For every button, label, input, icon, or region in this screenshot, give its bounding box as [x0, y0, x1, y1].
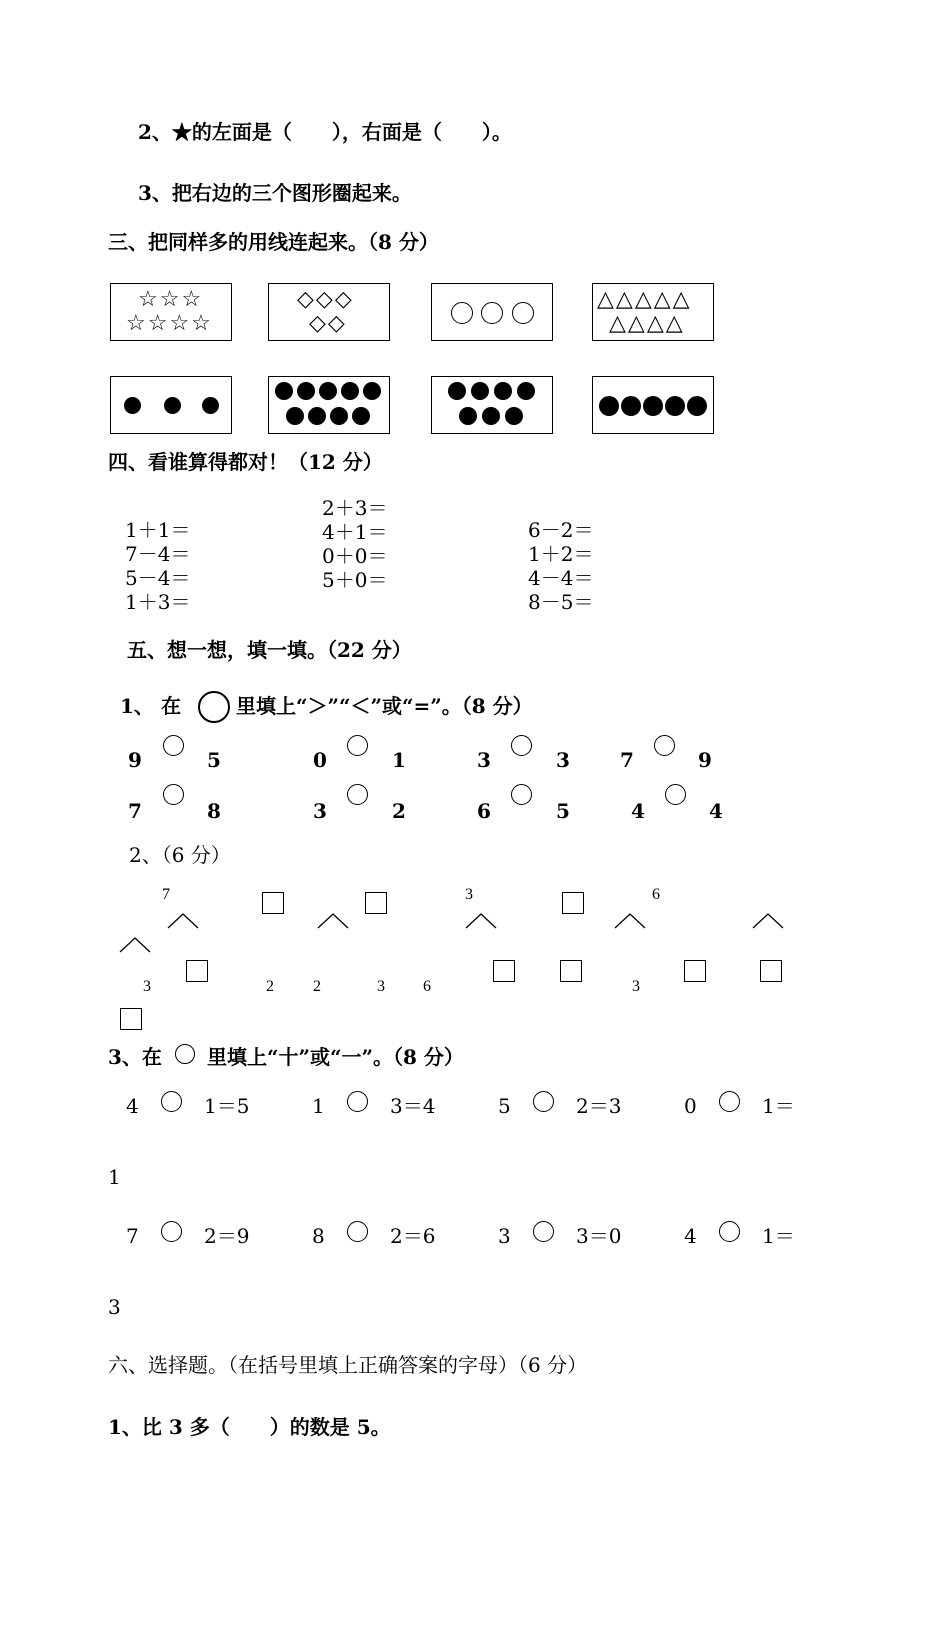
triangles-row-1: △△△△△ — [597, 287, 692, 312]
answer-circle[interactable] — [533, 1091, 554, 1112]
equation-rest: 3＝0 — [576, 1224, 622, 1248]
answer-circle[interactable] — [163, 784, 184, 805]
answer-circle[interactable] — [347, 1091, 368, 1112]
compare-left: 6 — [477, 799, 491, 823]
section-5-title: 五、想一想，填一填。（22 分） — [127, 638, 412, 662]
triangles-row-2: △△△△ — [609, 311, 685, 336]
operand: 1 — [312, 1094, 325, 1118]
tree-bottom-number: 2 — [266, 978, 274, 995]
branch-icon — [120, 938, 150, 952]
compare-left: 7 — [620, 748, 634, 772]
answer-circle[interactable] — [347, 784, 368, 805]
operand: 7 — [126, 1224, 139, 1248]
answer-circle[interactable] — [163, 735, 184, 756]
equation: 4－4＝ — [528, 566, 594, 590]
compare-left: 0 — [313, 748, 327, 772]
equation: 2＋3＝ — [322, 496, 388, 520]
answer-circle[interactable] — [719, 1091, 740, 1112]
equation: 7－4＝ — [125, 542, 191, 566]
operand: 3 — [498, 1224, 511, 1248]
section-4-title: 四、看谁算得都对！（12 分） — [108, 450, 383, 474]
section-3-title: 三、把同样多的用线连起来。（8 分） — [108, 230, 439, 254]
q3-instruction: 里填上“十”或“一”。（8 分） — [207, 1045, 464, 1069]
tree-bottom-number: 3 — [632, 978, 640, 995]
solid-dot — [164, 397, 181, 414]
stars-row-1: ☆☆☆ — [138, 287, 204, 312]
q1-prefix: 在 — [161, 694, 181, 718]
circle-icon — [175, 1044, 195, 1064]
operand: 4 — [126, 1094, 139, 1118]
compare-left: 9 — [128, 748, 142, 772]
box-dots-7 — [431, 376, 553, 434]
solid-dot — [308, 407, 326, 425]
question-6-1: 1、比 3 多（ ）的数是 5。 — [108, 1415, 391, 1439]
tree-top-number: 6 — [652, 886, 660, 903]
equation: 1＋1＝ — [125, 518, 191, 542]
compare-right: 2 — [392, 799, 406, 823]
answer-circle[interactable] — [347, 1221, 368, 1242]
compare-right: 8 — [207, 799, 221, 823]
solid-dot — [363, 382, 381, 400]
tree-bottom-number: 3 — [143, 978, 151, 995]
box-triangles — [592, 283, 714, 341]
solid-dot — [448, 382, 466, 400]
hollow-circle — [481, 302, 503, 324]
compare-right: 3 — [556, 748, 570, 772]
tree-bottom-number: 3 — [377, 978, 385, 995]
box-circles — [431, 283, 553, 341]
operand: 0 — [684, 1094, 697, 1118]
section-6-title: 六、选择题。（在括号里填上正确答案的字母）（6 分） — [108, 1353, 588, 1377]
answer-circle[interactable] — [511, 735, 532, 756]
wrapped-result: 1 — [108, 1165, 121, 1189]
q1-number: 1、 — [120, 694, 154, 718]
solid-dot — [297, 382, 315, 400]
compare-right: 5 — [207, 748, 221, 772]
question-2-2: 2、★的左面是（ ），右面是（ ）。 — [138, 120, 512, 144]
solid-dot — [319, 382, 337, 400]
box-dots-9 — [268, 376, 390, 434]
question-2-3: 3、把右边的三个图形圈起来。 — [138, 181, 412, 205]
q1-instruction: 里填上“＞”“＜”或“=”。（8 分） — [236, 694, 533, 718]
answer-box[interactable] — [684, 960, 706, 982]
equation: 5－4＝ — [125, 566, 191, 590]
solid-dot — [643, 396, 663, 416]
answer-box[interactable] — [262, 892, 284, 914]
answer-box[interactable] — [493, 960, 515, 982]
solid-dot — [665, 396, 685, 416]
solid-dot — [352, 407, 370, 425]
solid-dot — [621, 396, 641, 416]
tree-top-number: 3 — [465, 886, 473, 903]
compare-right: 1 — [392, 748, 406, 772]
box-dots-3 — [110, 376, 232, 434]
solid-dot — [471, 382, 489, 400]
answer-box[interactable] — [560, 960, 582, 982]
solid-dot — [202, 397, 219, 414]
box-dots-5 — [592, 376, 714, 434]
solid-dot — [599, 396, 619, 416]
equation-rest: 1＝ — [762, 1094, 795, 1118]
compare-right: 5 — [556, 799, 570, 823]
equation: 0＋0＝ — [322, 544, 388, 568]
operand: 4 — [684, 1224, 697, 1248]
solid-dot — [341, 382, 359, 400]
hollow-circle — [451, 302, 473, 324]
solid-dot — [517, 382, 535, 400]
equation-rest: 2＝6 — [390, 1224, 436, 1248]
wrapped-result: 3 — [108, 1295, 121, 1319]
solid-dot — [494, 382, 512, 400]
compare-left: 3 — [477, 748, 491, 772]
answer-circle[interactable] — [347, 735, 368, 756]
box-stars — [110, 283, 232, 341]
branch-icon — [318, 914, 348, 928]
branch-icon — [753, 914, 783, 928]
branch-icon — [615, 914, 645, 928]
equation: 4＋1＝ — [322, 520, 388, 544]
equation: 6－2＝ — [528, 518, 594, 542]
branch-icon — [168, 914, 198, 928]
equation-rest: 2＝9 — [204, 1224, 250, 1248]
q2-label: 2、（6 分） — [129, 843, 231, 867]
answer-circle[interactable] — [719, 1221, 740, 1242]
solid-dot — [459, 407, 477, 425]
compare-left: 4 — [631, 799, 645, 823]
equation-rest: 1＝5 — [204, 1094, 250, 1118]
decomposition-branches — [119, 908, 819, 958]
solid-dot — [482, 407, 500, 425]
tree-bottom-number: 2 — [313, 978, 321, 995]
answer-box[interactable] — [562, 892, 584, 914]
operand: 5 — [498, 1094, 511, 1118]
solid-dot — [286, 407, 304, 425]
box-diamonds — [268, 283, 390, 341]
answer-box[interactable] — [186, 960, 208, 982]
q3-prefix: 3、在 — [108, 1045, 162, 1069]
operand: 8 — [312, 1224, 325, 1248]
diamonds-row-2: ◇◇ — [309, 311, 347, 336]
solid-dot — [124, 397, 141, 414]
diamonds-row-1: ◇◇◇ — [297, 287, 354, 312]
solid-dot — [687, 396, 707, 416]
equation: 1＋2＝ — [528, 542, 594, 566]
circle-icon — [198, 691, 230, 723]
answer-box[interactable] — [760, 960, 782, 982]
solid-dot — [505, 407, 523, 425]
compare-right: 9 — [698, 748, 712, 772]
answer-circle[interactable] — [511, 784, 532, 805]
equation: 8－5＝ — [528, 590, 594, 614]
compare-left: 7 — [128, 799, 142, 823]
solid-dot — [275, 382, 293, 400]
branch-icon — [466, 914, 496, 928]
answer-circle[interactable] — [654, 735, 675, 756]
answer-circle[interactable] — [533, 1221, 554, 1242]
equation-rest: 1＝ — [762, 1224, 795, 1248]
equation-rest: 3＝4 — [390, 1094, 436, 1118]
answer-circle[interactable] — [161, 1221, 182, 1242]
tree-bottom-number: 6 — [423, 978, 431, 995]
equation: 5＋0＝ — [322, 568, 388, 592]
equation: 1＋3＝ — [125, 590, 191, 614]
equation-rest: 2＝3 — [576, 1094, 622, 1118]
compare-left: 3 — [313, 799, 327, 823]
answer-box[interactable] — [365, 892, 387, 914]
stars-row-2: ☆☆☆☆ — [126, 311, 213, 336]
answer-circle[interactable] — [665, 784, 686, 805]
solid-dot — [330, 407, 348, 425]
hollow-circle — [512, 302, 534, 324]
answer-box[interactable] — [120, 1008, 142, 1030]
compare-right: 4 — [709, 799, 723, 823]
answer-circle[interactable] — [161, 1091, 182, 1112]
tree-top-number: 7 — [162, 886, 170, 903]
